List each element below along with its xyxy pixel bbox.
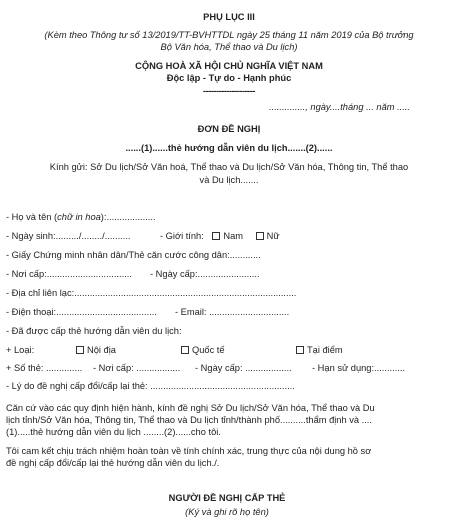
granted-field: - Đã được cấp thẻ hướng dẫn viên du lịch:: [6, 326, 182, 336]
name-label: - Họ và tên (: [6, 212, 58, 222]
country-name: CỘNG HOÀ XÃ HỘI CHỦ NGHĨA VIỆT NAM: [135, 61, 323, 71]
appendix-title: PHỤ LỤC III: [203, 12, 255, 22]
para2-line2: đề nghị cấp đổi/cấp lại thẻ hướng dẫn viên du lịch./.: [6, 458, 220, 468]
checkbox-icon[interactable]: [296, 346, 304, 354]
card-number-field: + Số thẻ: ..............: [6, 363, 83, 373]
national-motto: Độc lập - Tự do - Hạnh phúc: [166, 73, 292, 83]
para1-line1: Căn cứ vào các quy định hiện hành, kính đề nghị Sở Du lịch/Sở Văn hóa, Thể thao và Du: [6, 403, 375, 413]
recipient-line2: và Du lịch.......: [199, 175, 259, 185]
signature-note: (Ký và ghi rõ họ tên): [185, 507, 269, 517]
card-issuer-field: - Nơi cấp: .................: [93, 363, 181, 373]
gender-male-option[interactable]: [212, 231, 243, 241]
gender-field: [160, 231, 280, 243]
appendix-note-line1: (Kèm theo Thông tư số 13/2019/TT-BVHTTDL ngày 25 tháng 11 năm 2019 của Bộ trưởng: [44, 30, 414, 40]
para1-line3: (1).....thẻ hướng dẫn viên du lịch ........(2)......cho tôi.: [6, 427, 221, 437]
issue-place-field: - Nơi cấp:.................................: [6, 269, 132, 279]
type-domestic-option[interactable]: [76, 345, 116, 357]
name-value: ):...................: [100, 212, 156, 222]
appendix-note-line2: Bộ Văn hóa, Thể thao và Du lịch): [160, 42, 298, 52]
phone-field: - Điện thoại:.......................................: [6, 307, 157, 317]
name-field: [6, 212, 156, 224]
gender-female-option[interactable]: [256, 231, 280, 241]
form-subtitle: ......(1)......thẻ hướng dẫn viên du lịch.......(2)......: [125, 143, 333, 153]
checkbox-icon[interactable]: [256, 232, 264, 240]
checkbox-icon[interactable]: [181, 346, 189, 354]
reason-field: - Lý do đề nghị cấp đổi/cấp lại thẻ: ........................................................: [6, 381, 295, 391]
checkbox-icon[interactable]: [76, 346, 84, 354]
id-card-field: - Giấy Chứng minh nhân dân/Thẻ căn cước công dân:............: [6, 250, 261, 260]
header-rule: --------------------: [203, 86, 255, 96]
card-date-field: - Ngày cấp: ..................: [195, 363, 292, 373]
type-international-label: Quốc tế: [192, 345, 225, 355]
recipient-line1: Kính gửi: Sở Du lịch/Sở Văn hoá, Thể thao và Du lịch/Sở Văn hóa, Thông tin, Thể thao: [49, 162, 409, 172]
checkbox-icon[interactable]: [212, 232, 220, 240]
card-expiry-field: - Hạn sử dụng:............: [312, 363, 406, 373]
issue-date-field: - Ngày cấp:........................: [150, 269, 260, 279]
date-line: .............., ngày....tháng ... năm .....: [269, 102, 410, 112]
address-field: - Địa chỉ liên lạc:......................................................................................: [6, 288, 297, 298]
dob-field: - Ngày sinh:........./......../..........: [6, 231, 131, 241]
type-site-option[interactable]: [296, 345, 343, 357]
name-hint: chữ in hoa: [57, 212, 101, 222]
gender-label: - Giới tính:: [160, 231, 204, 241]
type-international-option[interactable]: [181, 345, 225, 357]
type-domestic-label: Nội địa: [87, 345, 116, 355]
para1-line2: lịch tỉnh/Sở Văn hóa, Thông tin, Thể thao và Du lịch tỉnh/thành phố..........thẩm định và ....: [6, 415, 372, 425]
email-field: - Email: ...............................: [175, 307, 290, 317]
type-site-label: Tại điểm: [307, 345, 343, 355]
para2-line1: Tôi cam kết chịu trách nhiệm hoàn toàn về tính chính xác, trung thực của nội dung hồ sơ: [6, 446, 372, 456]
gender-female-label: Nữ: [266, 231, 280, 241]
form-title: ĐƠN ĐỀ NGHỊ: [197, 124, 261, 134]
gender-male-label: Nam: [223, 231, 244, 241]
signature-title: NGƯỜI ĐỀ NGHỊ CẤP THẺ: [168, 493, 286, 503]
card-type-label: + Loại:: [6, 345, 35, 355]
